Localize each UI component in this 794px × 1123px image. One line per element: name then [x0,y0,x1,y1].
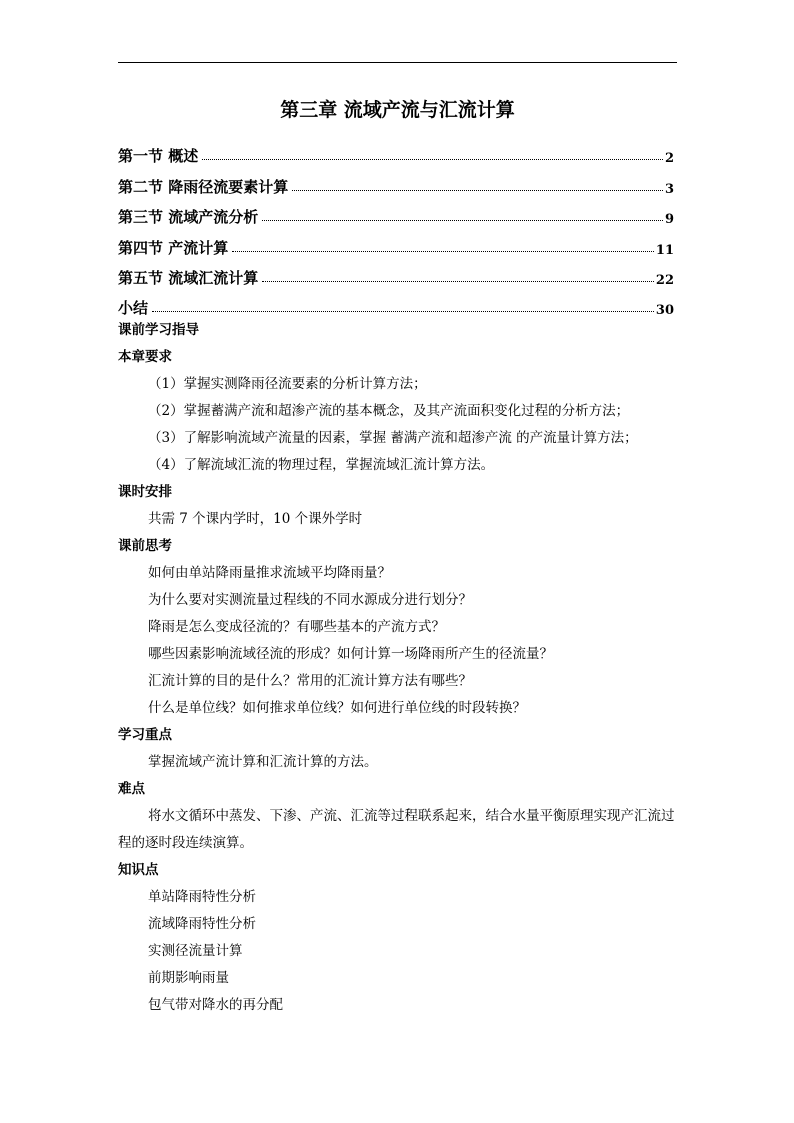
question-item: 什么是单位线？如何推求单位线？如何进行单位线的时段转换？ [148,700,526,716]
knowledge-item: 包气带对降水的再分配 [148,997,283,1013]
knowledge-item: 单站降雨特性分析 [148,889,256,905]
knowledge-item: 前期影响雨量 [148,970,229,986]
question-item: 汇流计算的目的是什么？常用的汇流计算方法有哪些？ [148,673,472,689]
toc-entry[interactable] [118,197,674,227]
toc-label: 第一节 概述 [118,147,199,166]
toc-leader [202,159,663,160]
toc-entry[interactable] [118,258,674,288]
toc-label: 第三节 流域产流分析 [118,208,259,227]
question-item: 降雨是怎么变成径流的？有哪些基本的产流方式？ [148,619,445,635]
section-heading: 课前学习指导 [118,322,199,338]
question-item: 如何由单站降雨量推求流域平均降雨量？ [148,565,391,581]
knowledge-item: 实测径流量计算 [148,943,243,959]
section-heading: 难点 [118,781,145,797]
question-item: 为什么要对实测流量过程线的不同水源成分进行划分？ [148,592,472,608]
toc-label: 第二节 降雨径流要素计算 [118,177,289,196]
table-of-contents [118,136,674,318]
knowledge-item: 流域降雨特性分析 [148,916,256,932]
toc-page-number: 2 [664,151,674,167]
toc-leader [292,190,663,191]
toc-leader [262,281,654,282]
requirement-item: （2）掌握蓄满产流和超渗产流的基本概念，及其产流面积变化过程的分析方法； [148,403,630,419]
focus-text: 掌握流域产流计算和汇流计算的方法。 [148,754,378,770]
toc-entry[interactable] [118,136,674,166]
requirement-item: （1）掌握实测降雨径流要素的分析计算方法； [148,376,427,392]
body-content [118,317,678,1019]
toc-page-number: 22 [655,272,674,288]
section-heading: 本章要求 [118,349,172,365]
question-item: 哪些因素影响流域径流的形成？如何计算一场降雨所产生的径流量？ [148,646,553,662]
toc-page-number: 30 [655,303,674,319]
section-heading: 知识点 [118,862,159,878]
requirement-item: （3）了解影响流域产流量的因素，掌握 蓄满产流和超渗产流 的产流量计算方法； [148,430,638,446]
difficulty-text: 将水文循环中蒸发、下渗、产流、汇流等过程联系起来，结合水量平衡原理实现产汇流过程的逐时段连续演算。 [118,808,675,851]
toc-leader [262,220,663,221]
section-heading: 课前思考 [118,538,172,554]
header-rule [118,62,677,63]
toc-label: 小结 [118,299,149,318]
toc-label: 第四节 产流计算 [118,238,229,257]
toc-label: 第五节 流域汇流计算 [118,268,259,287]
toc-page-number: 11 [655,242,674,258]
section-heading: 学习重点 [118,727,172,743]
section-heading: 课时安排 [118,484,172,500]
toc-leader [152,311,654,312]
toc-leader [232,251,654,252]
schedule-text: 共需 7 个课内学时，10 个课外学时 [148,511,363,527]
requirement-item: （4）了解流域汇流的物理过程，掌握流域汇流计算方法。 [148,457,495,473]
toc-entry[interactable] [118,288,674,318]
toc-entry[interactable] [118,166,674,196]
toc-entry[interactable] [118,227,674,257]
chapter-title: 第三章 流域产流与汇流计算 [280,99,515,121]
toc-page-number: 9 [664,212,674,228]
toc-page-number: 3 [664,181,674,197]
